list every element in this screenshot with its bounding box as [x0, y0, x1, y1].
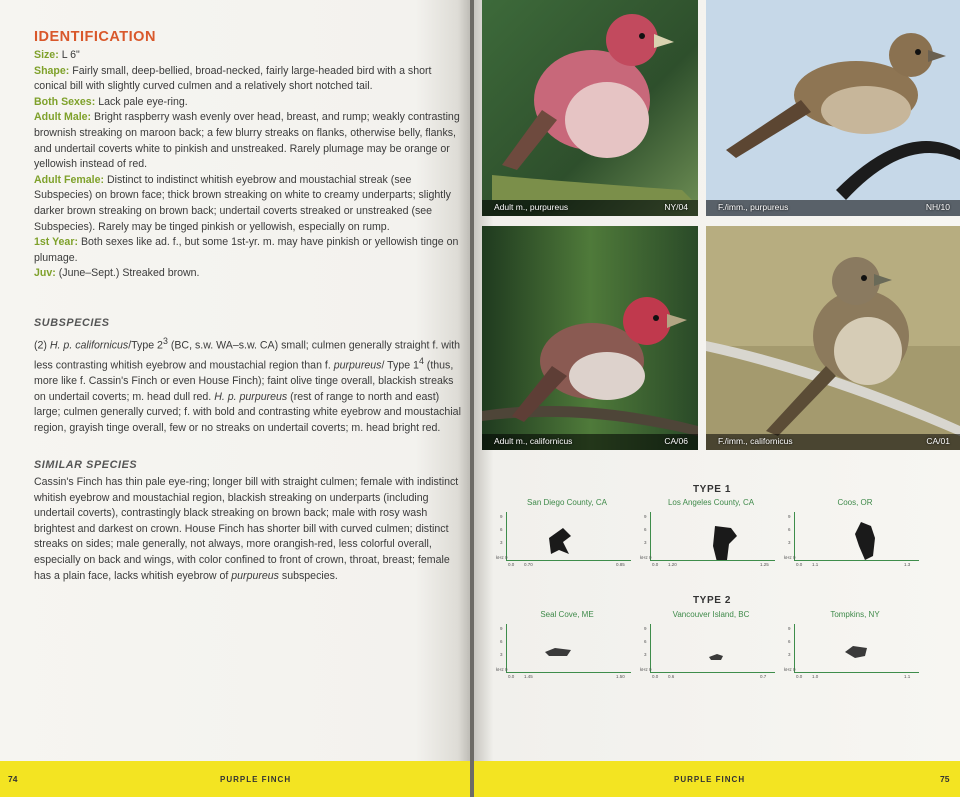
similar-species-end: subspecies.: [278, 569, 338, 582]
y-tick-label: 3: [500, 540, 503, 545]
y-tick-label: 6: [644, 527, 647, 532]
x-tick-label: 1.45: [524, 674, 533, 679]
subspecies-comparison: (thus, more like f. Cassin's Finch or even House Finch); faint olive tinge overall, blackish streaks on undertail coverts; m. head dull red.: [34, 359, 454, 403]
subspecies-purpureus-desc: (rest of range to north and east) large; culmen generally curved; f. with bold and contrasting white eyebrow and moustachial region, grayish tinge overall, few or no streaks on undertail coverts; m. head bright red.: [34, 390, 461, 435]
x-tick-label: 0.0: [652, 562, 659, 567]
adult-male-text: Bright raspberry wash evenly over head, breast, and rump; weakly contrasting brownish streaking on maroon back; a few blurry streaks on flanks, otherwise belly, flanks, and undertail coverts white to pinkish and unstreaked. Rarely plumage may be orange or yellowish instead of red.: [34, 111, 460, 171]
adult-female-text: Distinct to indistinct whitish eyebrow and moustachial streak (see Subspecies) on brown face; thick brown streaking on white to creamy underparts; slightly darker brown streaking on brown back; undertail coverts streaked or unstreaked (see Subspecies). Rarely may be tinged pinkish or yellowish, especially on rump.: [34, 173, 451, 233]
similar-species-purpureus: purpureus: [231, 569, 279, 582]
spectrogram-plot: [651, 512, 775, 560]
x-tick-label: 0.0: [508, 674, 515, 679]
subspecies-californicus-desc: (BC, s.w. WA–s.w. CA) small; culmen generally straight f. with less contrasting whitish eyebrow and moustachial region than f.: [34, 339, 461, 372]
photo-image: [706, 226, 960, 450]
adult-male-label: Adult Male:: [34, 111, 92, 124]
subspecies-text: [34, 334, 462, 437]
subspecies-count: (2): [34, 339, 50, 352]
spectrogram-location: Los Angeles County, CA: [667, 498, 755, 507]
y-unit-label: kHz 0: [784, 555, 796, 560]
y-tick-label: 9: [788, 626, 791, 631]
spectrogram-type1-2: [640, 498, 782, 576]
y-tick-label: 9: [500, 626, 503, 631]
right-page-number: 75: [940, 774, 950, 784]
photo-code: CA/06: [664, 436, 688, 446]
spectrogram-axes: [794, 624, 919, 673]
y-tick-label: 6: [500, 639, 503, 644]
photo-code: NH/10: [925, 202, 950, 212]
type2-heading: TYPE 2: [692, 595, 732, 606]
x-tick-label: 0.0: [508, 562, 515, 567]
photo-female-purpureus: [706, 0, 960, 216]
subspecies-body: [34, 334, 462, 437]
left-page-number: 74: [8, 774, 18, 784]
spectrogram-plot: [507, 624, 631, 672]
y-tick-label: 6: [788, 639, 791, 644]
adult-female-label: Adult Female:: [34, 173, 105, 186]
similar-species-text: [34, 475, 462, 584]
shape-text: Fairly small, deep-bellied, broad-necked, fairly large-headed bird with a short conical bill with slightly curved culmen and a relatively short notched tail.: [34, 64, 432, 93]
y-unit-label: kHz 0: [640, 667, 652, 672]
photo-code: NY/04: [664, 202, 688, 212]
similar-species-body: [34, 475, 462, 584]
identification-heading: IDENTIFICATION: [34, 29, 156, 45]
y-tick-label: 3: [644, 652, 647, 657]
similar-species-heading: SIMILAR SPECIES: [34, 459, 138, 471]
y-tick-label: 9: [644, 514, 647, 519]
y-tick-label: 6: [500, 527, 503, 532]
call-trace: [845, 646, 867, 658]
subspecies-type1: / Type 1: [381, 359, 419, 372]
spectrogram-location: Seal Cove, ME: [540, 610, 594, 619]
right-running-title: PURPLE FINCH: [674, 775, 746, 784]
spectrogram-location: San Diego County, CA: [527, 498, 607, 507]
first-year-text: Both sexes like ad. f., but some 1st-yr. m. may have pinkish or yellowish tinge on plumage.: [34, 236, 459, 264]
call-trace: [545, 648, 571, 656]
spectrogram-axes: [506, 624, 631, 673]
photo-image: [706, 0, 960, 216]
photo-female-californicus: [706, 226, 960, 450]
y-unit-label: kHz 0: [496, 555, 508, 560]
photo-caption: F./imm., californicus: [718, 436, 793, 446]
spectrogram-type2-1: [496, 610, 638, 688]
spectrogram-type1-3: [784, 498, 926, 576]
y-unit-label: kHz 0: [496, 667, 508, 672]
x-tick-label: 0.85: [616, 562, 625, 567]
x-tick-label: 1.20: [668, 562, 677, 567]
first-year-entry: [34, 235, 462, 266]
x-tick-label: 0.7: [760, 674, 767, 679]
x-tick-label: 1.0: [812, 674, 819, 679]
spectrogram-plot: [795, 512, 919, 560]
shape-entry: [34, 64, 462, 95]
juv-entry: [34, 266, 462, 282]
call-trace: [855, 522, 875, 560]
x-tick-label: 0.0: [796, 674, 803, 679]
photo-adult-male-californicus: [482, 226, 698, 450]
y-tick-label: 3: [500, 652, 503, 657]
y-tick-label: 6: [788, 527, 791, 532]
spectrogram-type2-3: [784, 610, 926, 688]
x-tick-label: 1.50: [616, 674, 625, 679]
call-trace: [549, 528, 571, 554]
x-tick-label: 0.0: [796, 562, 803, 567]
spectrogram-plot: [795, 624, 919, 672]
type1-heading: TYPE 1: [692, 484, 732, 495]
spectrogram-type2-2: [640, 610, 782, 688]
y-tick-label: 3: [788, 540, 791, 545]
both-sexes-entry: [34, 95, 462, 111]
spectrogram-axes: [650, 512, 775, 561]
spectrogram-axes: [794, 512, 919, 561]
y-unit-label: kHz 0: [784, 667, 796, 672]
size-entry: [34, 48, 462, 64]
y-tick-label: 3: [788, 652, 791, 657]
adult-male-entry: [34, 110, 462, 172]
photo-adult-male-purpureus: [482, 0, 698, 216]
x-tick-label: 1.1: [812, 562, 819, 567]
subspecies-name-purpureus: purpureus: [333, 359, 382, 372]
footnote-4: 4: [418, 356, 424, 367]
first-year-label: 1st Year:: [34, 236, 78, 249]
x-tick-label: 0.0: [652, 674, 659, 679]
juv-text: (June–Sept.) Streaked brown.: [58, 267, 200, 280]
x-tick-label: 0.70: [524, 562, 533, 567]
subspecies-type2: /Type 2: [128, 339, 163, 352]
left-footer: [0, 761, 472, 797]
size-label: Size:: [34, 49, 59, 61]
size-text: L 6": [61, 49, 80, 61]
photo-code: CA/01: [926, 436, 950, 446]
subspecies-heading: SUBSPECIES: [34, 317, 110, 329]
spectrogram-type1-1: [496, 498, 638, 576]
shape-label: Shape:: [34, 64, 70, 77]
x-tick-label: 0.6: [668, 674, 675, 679]
subspecies-name-californicus: H. p. californicus: [49, 339, 129, 352]
call-trace: [709, 654, 723, 660]
y-tick-label: 9: [500, 514, 503, 519]
photo-image: [482, 0, 698, 216]
y-tick-label: 9: [644, 626, 647, 631]
y-tick-label: 6: [644, 639, 647, 644]
both-sexes-label: Both Sexes:: [34, 95, 96, 108]
spectrogram-plot: [651, 624, 775, 672]
spectrogram-axes: [650, 624, 775, 673]
spectrogram-axes: [506, 512, 631, 561]
spectrogram-location: Coos, OR: [837, 498, 873, 507]
spectrogram-plot: [507, 512, 631, 560]
y-tick-label: 9: [788, 514, 791, 519]
spectrogram-location: Vancouver Island, BC: [672, 610, 750, 619]
right-page: [474, 0, 960, 797]
call-trace: [713, 526, 737, 560]
photo-caption: Adult m., purpureus: [494, 202, 569, 212]
x-tick-label: 1.25: [760, 562, 769, 567]
y-unit-label: kHz 0: [640, 555, 652, 560]
left-running-title: PURPLE FINCH: [220, 775, 292, 784]
photo-caption: F./imm., purpureus: [718, 202, 789, 212]
x-tick-label: 1.1: [904, 674, 911, 679]
photo-image: [482, 226, 698, 450]
juv-label: Juv:: [34, 267, 56, 280]
spectrogram-location: Tompkins, NY: [830, 610, 880, 619]
similar-species-main: Cassin's Finch has thin pale eye-ring; longer bill with straight culmen; female with indistinct whitish eyebrow and moustachial region, blackish streaking on underparts (including undertail coverts), contrastingly black streaking on brown back; male with rosy wash brightest and darkest on crown. House Finch has shorter bill with curved culmen; distinct streaks on sides; male generally, not always, more orangish-red, less colorful overall, especially on back and wings, with color confined to front of crown, throat, breast; female has a plain face, lacks whitish eyebrow of: [34, 476, 459, 582]
left-page: [0, 0, 472, 797]
y-tick-label: 3: [644, 540, 647, 545]
x-tick-label: 1.3: [904, 562, 911, 567]
right-footer: [474, 761, 960, 797]
subspecies-name-hp-purpureus: H. p. purpureus: [214, 390, 288, 403]
both-sexes-text: Lack pale eye-ring.: [98, 95, 188, 108]
adult-female-entry: [34, 173, 462, 235]
photo-caption: Adult m., californicus: [494, 436, 573, 446]
identification-body: [34, 48, 462, 282]
footnote-3: 3: [162, 336, 168, 346]
